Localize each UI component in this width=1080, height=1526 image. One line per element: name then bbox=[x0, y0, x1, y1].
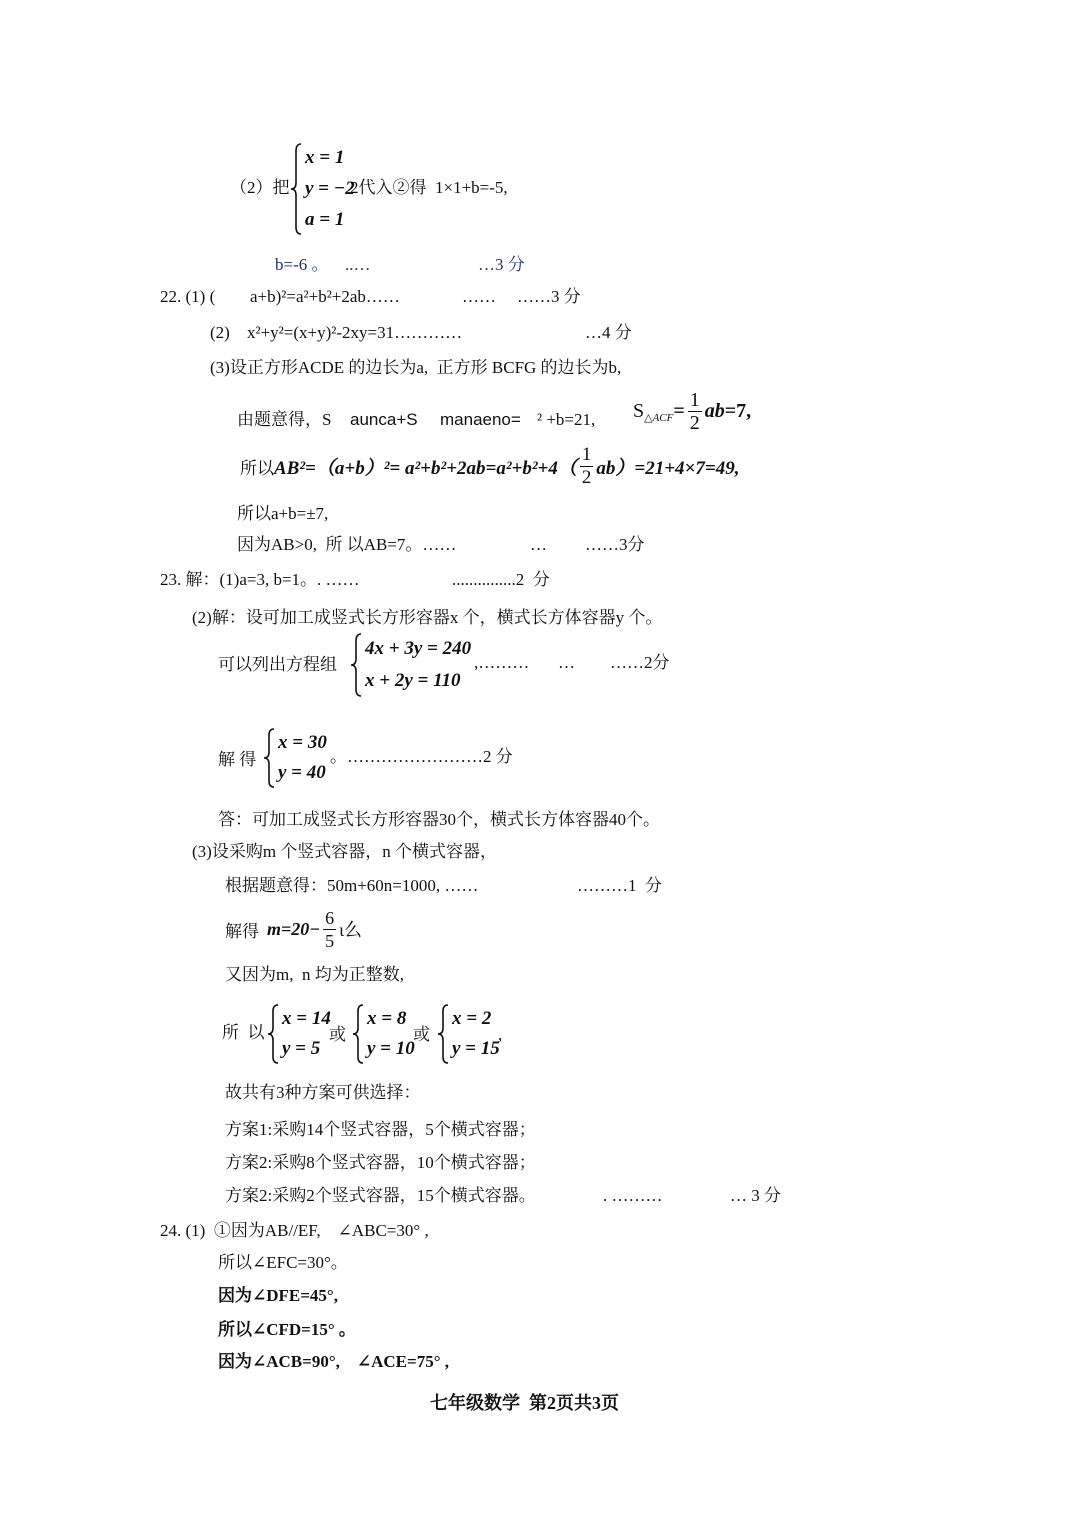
or-word: 或 bbox=[329, 1025, 346, 1044]
or-word: 或 bbox=[413, 1025, 430, 1044]
equation: x = 2 bbox=[452, 1008, 492, 1029]
solution-set-2 bbox=[352, 1004, 415, 1064]
equation: x = 14 bbox=[282, 1008, 331, 1029]
q22-p3-given-b: aunca+S bbox=[350, 410, 418, 429]
q22-p3-given-a: 由题意得，S bbox=[237, 410, 332, 429]
equation: y = 10 bbox=[367, 1038, 415, 1059]
q23-equation-system bbox=[350, 633, 471, 697]
solution-set-3 bbox=[437, 1004, 503, 1064]
ab-line-math: AB²=（a+b）²= a²+b²+2ab=a²+b²+4（ bbox=[274, 457, 577, 479]
ab-line-prefix: 所以 bbox=[240, 458, 274, 478]
q22-p2-score: …4 分 bbox=[585, 323, 632, 342]
equation: a = 1 bbox=[305, 208, 345, 230]
equation: y = 5 bbox=[282, 1038, 321, 1059]
solution-set-1 bbox=[267, 1004, 331, 1064]
q21-answer-score: …3 分 bbox=[478, 255, 525, 274]
area-product: ab bbox=[704, 399, 725, 422]
equals-sign: = bbox=[673, 399, 685, 422]
equation: 4x + 3y = 240 bbox=[365, 638, 472, 659]
q24-line-5: 因为∠ACB=90°, ∠ACE=75° , bbox=[218, 1352, 449, 1371]
q21-equation-system bbox=[290, 143, 355, 235]
q22-p2-formula: x²+y²=(x+y)²-2xy=31………… bbox=[247, 323, 463, 342]
fraction bbox=[580, 444, 594, 489]
area-subscript: △ACF bbox=[644, 412, 674, 424]
equation: x = 1 bbox=[305, 147, 345, 169]
q21-part2-label: （2）把 bbox=[230, 178, 290, 197]
fraction-denominator: 5 bbox=[325, 930, 335, 951]
plans-dots: . ……… bbox=[603, 1186, 663, 1205]
fraction-numerator: 1 bbox=[581, 443, 592, 465]
equation: y = 40 bbox=[278, 762, 326, 783]
ab-line-result: ab）=21+4×7=49, bbox=[596, 457, 740, 479]
brace-icon bbox=[350, 633, 362, 697]
brace-icon bbox=[352, 1004, 364, 1064]
q22-p3-dots: … bbox=[530, 535, 547, 554]
q22-p3-intro: (3)设正方形ACDE 的边长为a, 正方形 BCFG 的边长为b, bbox=[210, 358, 622, 377]
brace-icon bbox=[267, 1004, 279, 1064]
q23-p2-answer: 答：可加工成竖式长方形容器30个，横式长方体容器40个。 bbox=[218, 810, 660, 829]
q21-part2-text: 2代入②得 1×1+b=-5, bbox=[350, 178, 508, 197]
fraction-numerator: 1 bbox=[689, 388, 700, 411]
q22-p3-given-d: ² +b=21, bbox=[537, 410, 596, 429]
q22-p1-score: ……3 分 bbox=[517, 287, 581, 306]
q23-p1: 23. 解：(1)a=3, b=1。. …… bbox=[160, 570, 360, 589]
q24-line-2: 所以∠EFC=30°。 bbox=[218, 1253, 348, 1272]
q23-p2-dots: ,……… bbox=[474, 653, 530, 672]
plan-item: 方案2:采购8个竖式容器，10个横式容器； bbox=[225, 1153, 536, 1172]
solve-label: 解得 bbox=[225, 921, 259, 941]
equation: x = 8 bbox=[367, 1008, 407, 1029]
area-result: =7, bbox=[724, 399, 752, 422]
fraction bbox=[688, 389, 702, 434]
q23-p3-solve-line bbox=[225, 903, 362, 955]
q22-p3-given-c: manaeno= bbox=[440, 410, 521, 429]
q22-p3-sum: 所以a+b=±7, bbox=[237, 504, 329, 523]
equation: x + 2y = 110 bbox=[365, 670, 461, 691]
q22-p3-score: ……3分 bbox=[585, 535, 645, 554]
q24-line-4: 所以∠CFD=15° 。 bbox=[218, 1320, 356, 1339]
q21-answer-dots: ..… bbox=[345, 255, 371, 274]
q23-p1-score: ...............2 分 bbox=[452, 570, 550, 589]
plan-item: 方案1:采购14个竖式容器，5个横式容器； bbox=[225, 1120, 536, 1139]
q22-p3-conclusion: 因为AB>0, 所 以AB=7。…… bbox=[237, 535, 457, 554]
equation: y = 15 bbox=[452, 1038, 500, 1059]
page-footer: 七年级数学 第2页共3页 bbox=[430, 1393, 619, 1413]
plan-item: 方案2:采购2个竖式容器，15个横式容器。 bbox=[225, 1186, 536, 1205]
q23-p2-solve-score: 。……………………2 分 bbox=[330, 747, 513, 766]
q22-p1-formula: a+b)²=a²+b²+2ab…… bbox=[250, 287, 400, 306]
q22-p2-label: (2) bbox=[210, 323, 230, 342]
brace-icon bbox=[437, 1004, 449, 1064]
fraction bbox=[323, 907, 336, 952]
q24-line-1: 24. (1) ①因为AB//EF, ∠ABC=30° , bbox=[160, 1221, 429, 1240]
triangle-acf-area bbox=[633, 385, 751, 437]
q23-p2-intro: (2)解：设可加工成竖式长方形容器x 个，横式长方体容器y 个。 bbox=[192, 608, 663, 627]
q23-p3-equation-score: ………1 分 bbox=[577, 876, 662, 895]
q23-p2-score: ……2分 bbox=[610, 653, 670, 672]
equation: x = 30 bbox=[278, 732, 327, 753]
q23-p3-equation: 根据题意得：50m+60n=1000, …… bbox=[225, 876, 479, 895]
q23-p3-so-label: 所 以 bbox=[222, 1023, 265, 1042]
plans-score: … 3 分 bbox=[730, 1186, 781, 1205]
q23-solution-system bbox=[263, 728, 327, 788]
q22-p1-label: 22. (1) ( bbox=[160, 287, 216, 306]
q23-plan-count: 故共有3种方案可供选择： bbox=[225, 1083, 421, 1102]
solve-tail: ι么 bbox=[339, 920, 363, 940]
q23-p3-integers: 又因为m, n 均为正整数, bbox=[225, 965, 404, 984]
fraction-denominator: 2 bbox=[689, 411, 700, 434]
area-symbol: S bbox=[633, 399, 645, 422]
solve-lhs: m=20− bbox=[267, 918, 321, 939]
brace-icon bbox=[263, 728, 275, 788]
q23-p3-intro: (3)设采购m 个竖式容器，n 个横式容器， bbox=[192, 842, 498, 861]
q21-answer: b=-6 。 bbox=[275, 255, 329, 274]
comma: , bbox=[498, 1025, 503, 1044]
q23-p2-dots: … bbox=[558, 653, 575, 672]
q22-p1-dots: …… bbox=[462, 287, 496, 306]
fraction-denominator: 2 bbox=[581, 466, 592, 488]
q24-line-3: 因为∠DFE=45°, bbox=[218, 1286, 338, 1305]
brace-icon bbox=[290, 143, 302, 235]
ab-squared-line bbox=[240, 440, 739, 492]
q23-p2-setup: 可以列出方程组 bbox=[218, 655, 337, 674]
fraction-numerator: 6 bbox=[325, 907, 335, 928]
equation: y = −2 bbox=[305, 177, 355, 199]
q23-p2-solve-label: 解 得 bbox=[218, 750, 257, 769]
